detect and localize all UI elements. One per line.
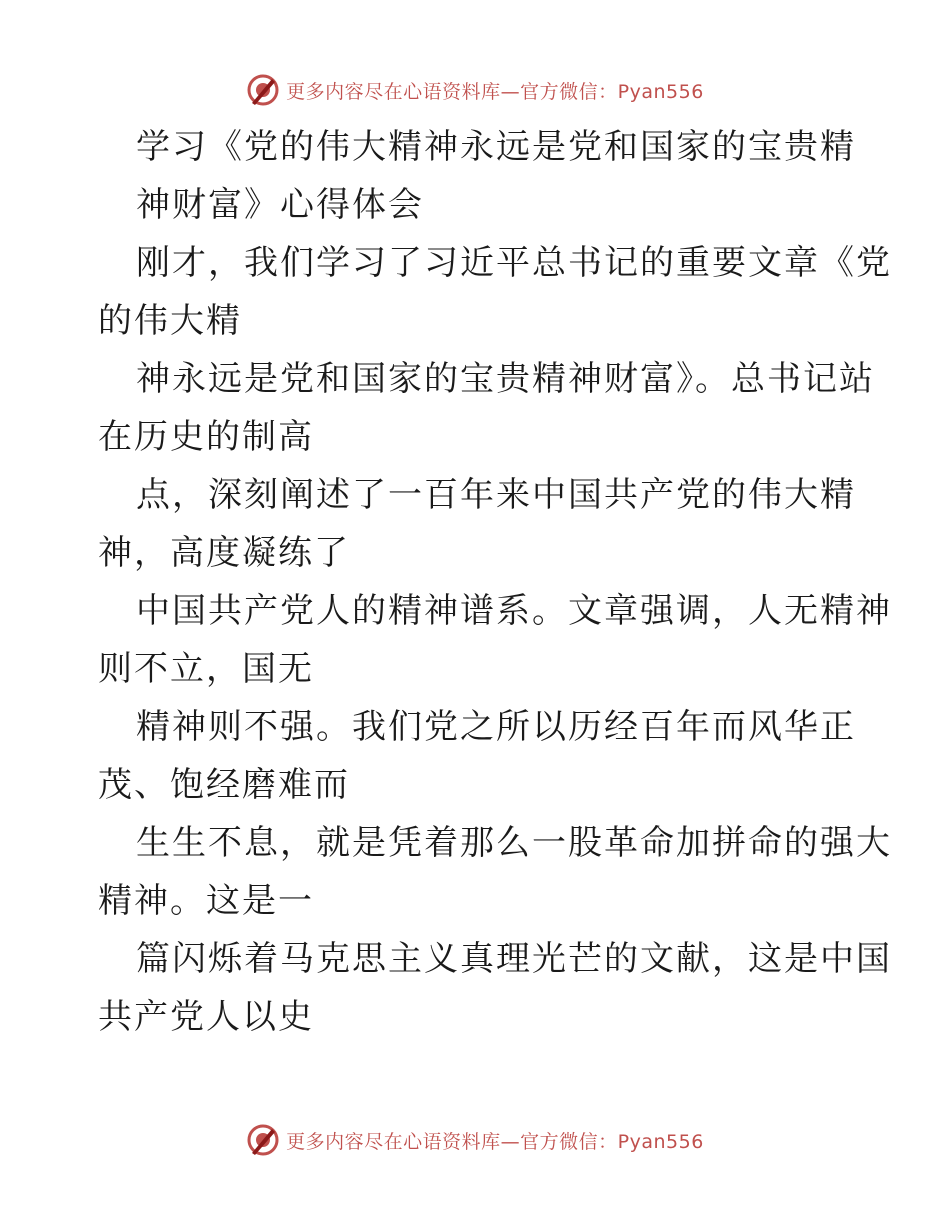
footer-text: 更多内容尽在心语资料库—官方微信：Pyan556 <box>286 1130 704 1153</box>
header-text: 更多内容尽在心语资料库—官方微信：Pyan556 <box>286 80 704 103</box>
text-line: 共产党人以史 <box>98 997 314 1037</box>
text-line: 精神则不强。我们党之所以历经百年而风华正 <box>136 707 856 747</box>
text-line: 篇闪烁着马克思主义真理光芒的文献，这是中国 <box>136 939 892 979</box>
document-title-line-1: 学习《党的伟大精神永远是党和国家的宝贵精 <box>136 127 856 167</box>
text-line: 刚才，我们学习了习近平总书记的重要文章《党 <box>136 243 892 283</box>
text-line: 精神。这是一 <box>98 881 314 921</box>
text-line: 生生不息，就是凭着那么一股革命加拼命的强大 <box>136 823 892 863</box>
text-line: 神，高度凝练了 <box>98 533 350 573</box>
paragraph <box>98 234 892 1046</box>
text-line: 茂、饱经磨难而 <box>98 765 350 805</box>
text-line: 则不立，国无 <box>98 649 314 689</box>
text-line: 点，深刻阐述了一百年来中国共产党的伟大精 <box>136 475 856 515</box>
document-body <box>98 118 892 1046</box>
text-line: 中国共产党人的精神谱系。文章强调，人无精神 <box>136 591 892 631</box>
text-line: 的伟大精 <box>98 301 242 341</box>
quill-seal-icon <box>246 1123 280 1157</box>
document-title-line-2: 神财富》心得体会 <box>136 185 424 225</box>
text-line: 在历史的制高 <box>98 417 314 457</box>
header-banner <box>0 70 950 110</box>
text-line: 神永远是党和国家的宝贵精神财富》。总书记站 <box>136 359 875 399</box>
footer-banner <box>0 1120 950 1160</box>
quill-seal-icon <box>246 73 280 107</box>
